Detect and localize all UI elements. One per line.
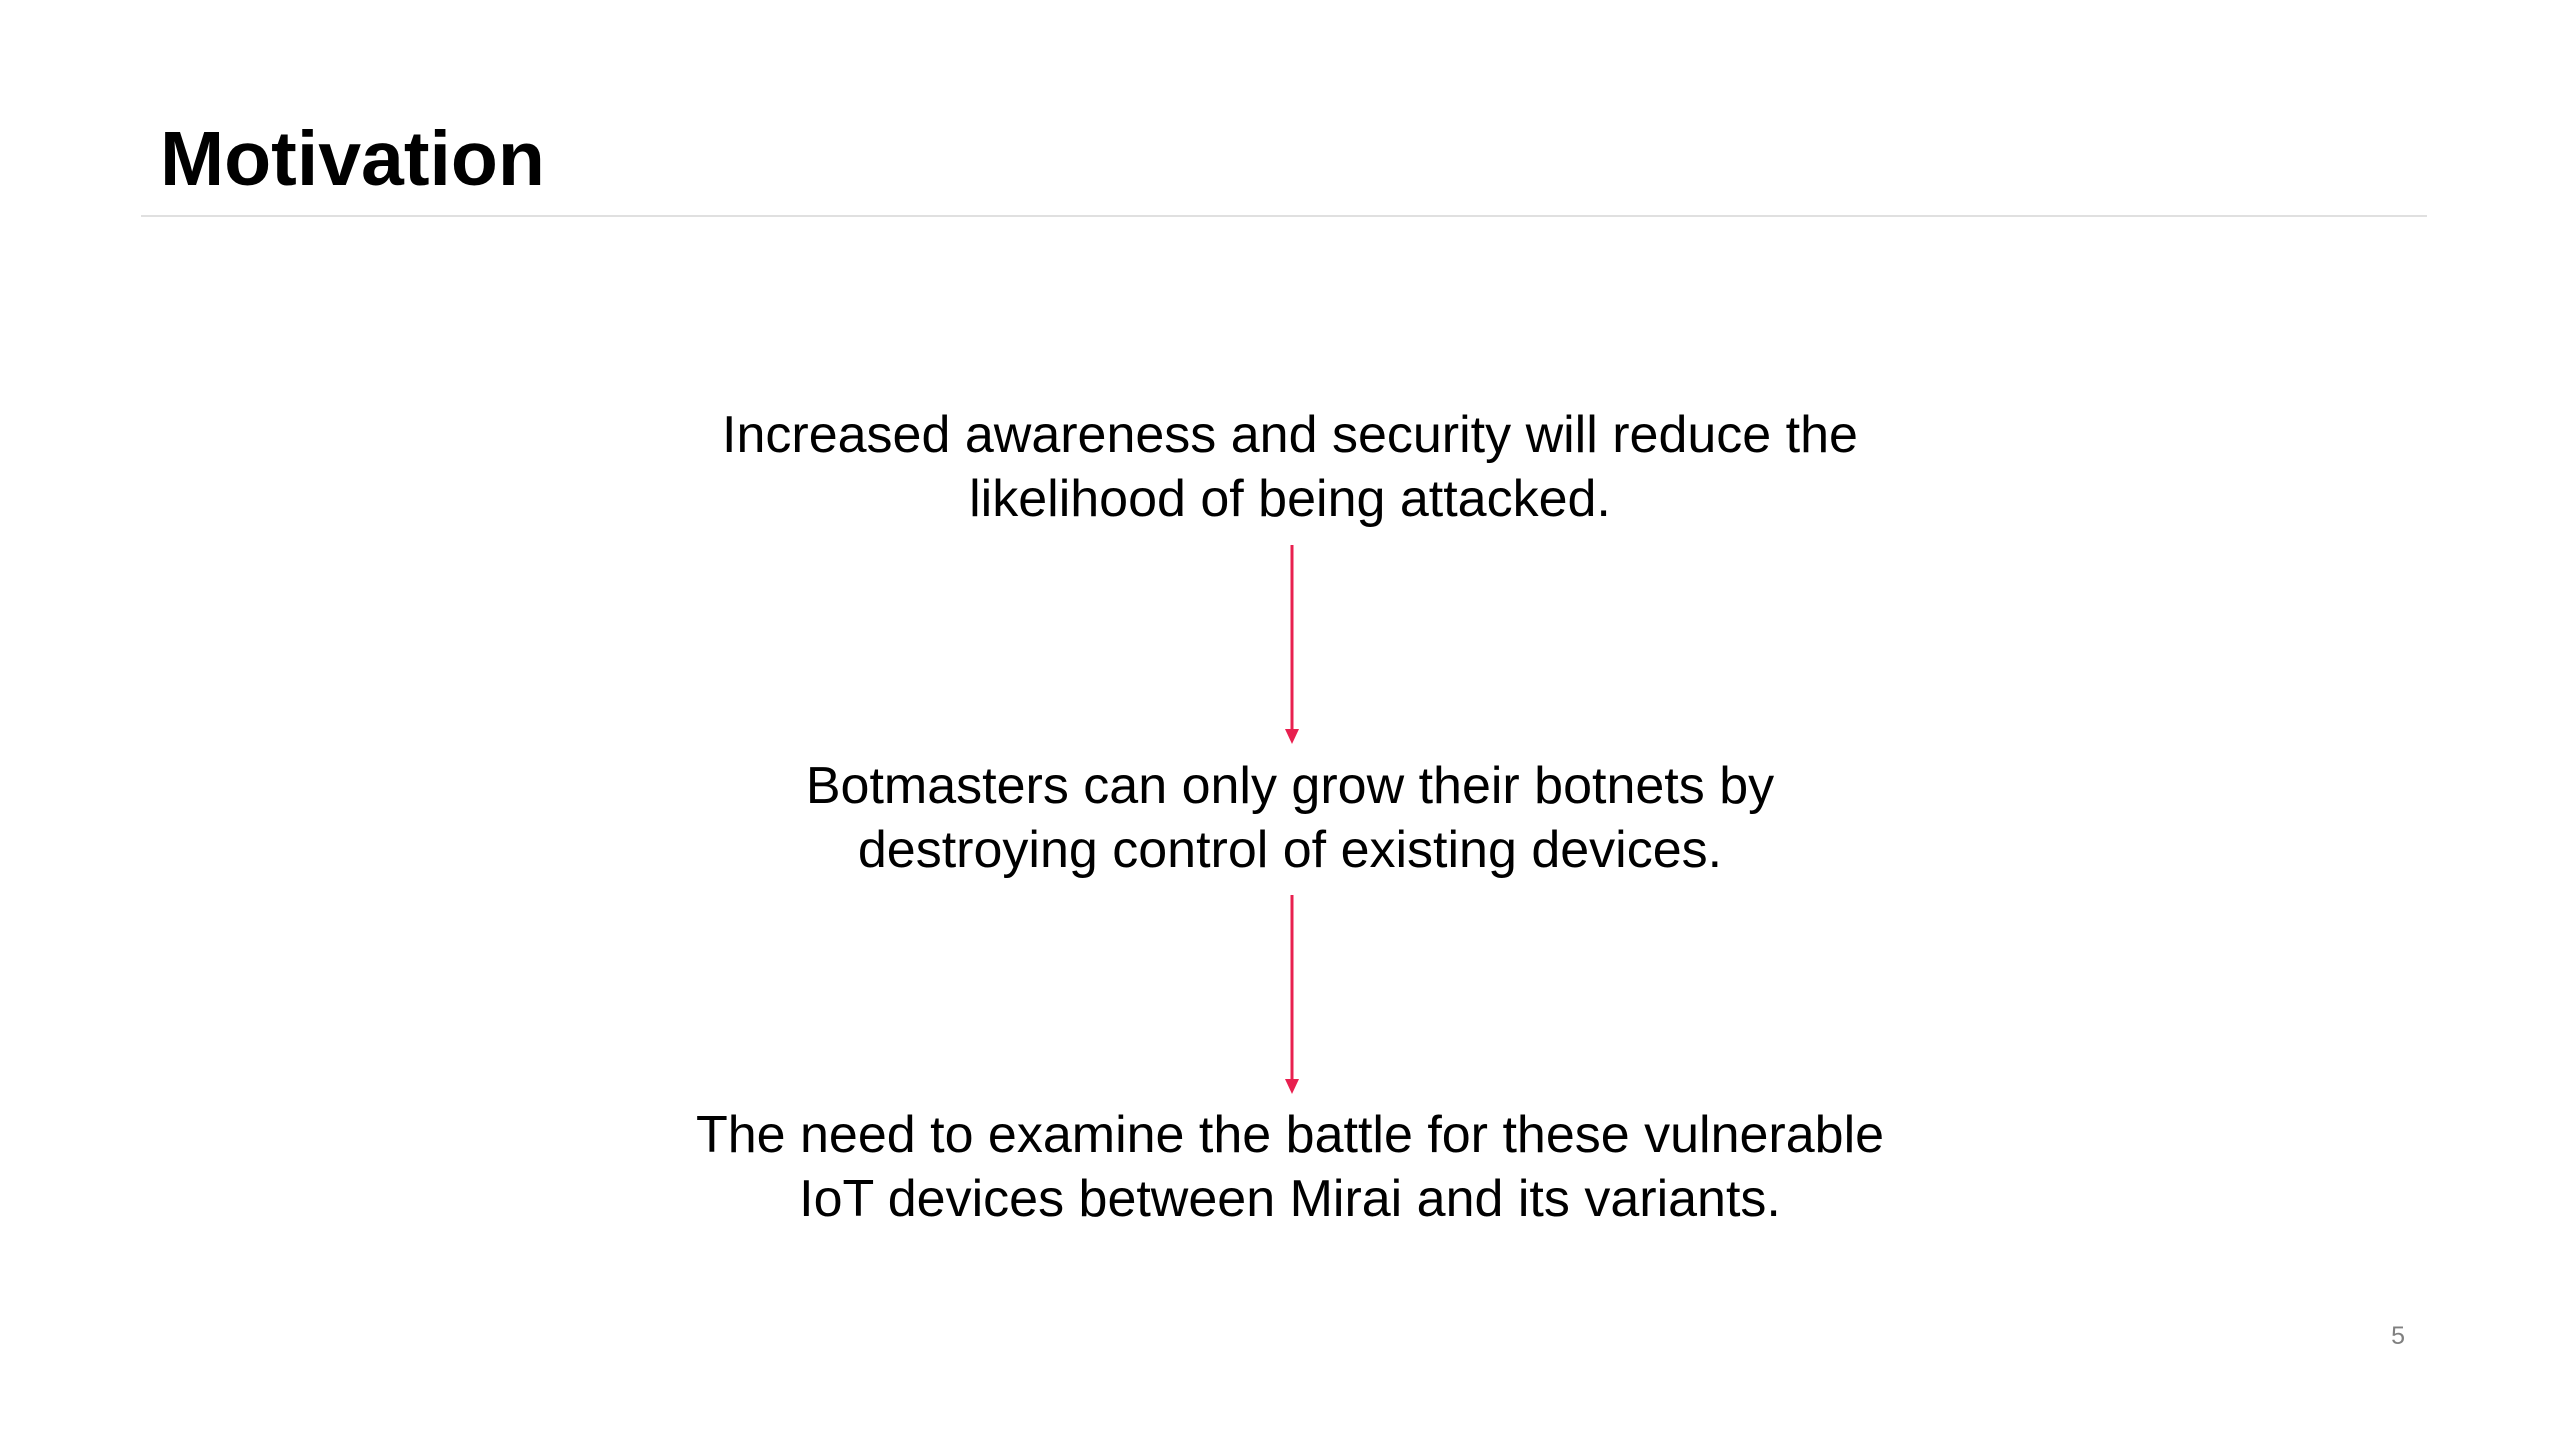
statement-line: Botmasters can only grow their botnets by <box>805 757 1775 815</box>
statement-awareness <box>580 403 2000 531</box>
slide-title: Motivation <box>160 116 545 202</box>
statement-line: likelihood of being attacked. <box>969 470 1611 528</box>
title-divider <box>141 215 2427 217</box>
arrow-down-icon <box>1282 895 1302 1095</box>
statement-line: Increased awareness and security will reduce the <box>722 406 1858 464</box>
statement-line: destroying control of existing devices. <box>857 821 1723 879</box>
statement-line: IoT devices between Mirai and its variants. <box>799 1170 1781 1228</box>
page-number: 5 <box>2391 1322 2405 1350</box>
statement-need <box>580 1103 2000 1231</box>
statement-botmasters <box>580 754 2000 882</box>
statement-line: The need to examine the battle for these vulnerable <box>695 1106 1885 1164</box>
arrow-down-icon <box>1282 545 1302 745</box>
